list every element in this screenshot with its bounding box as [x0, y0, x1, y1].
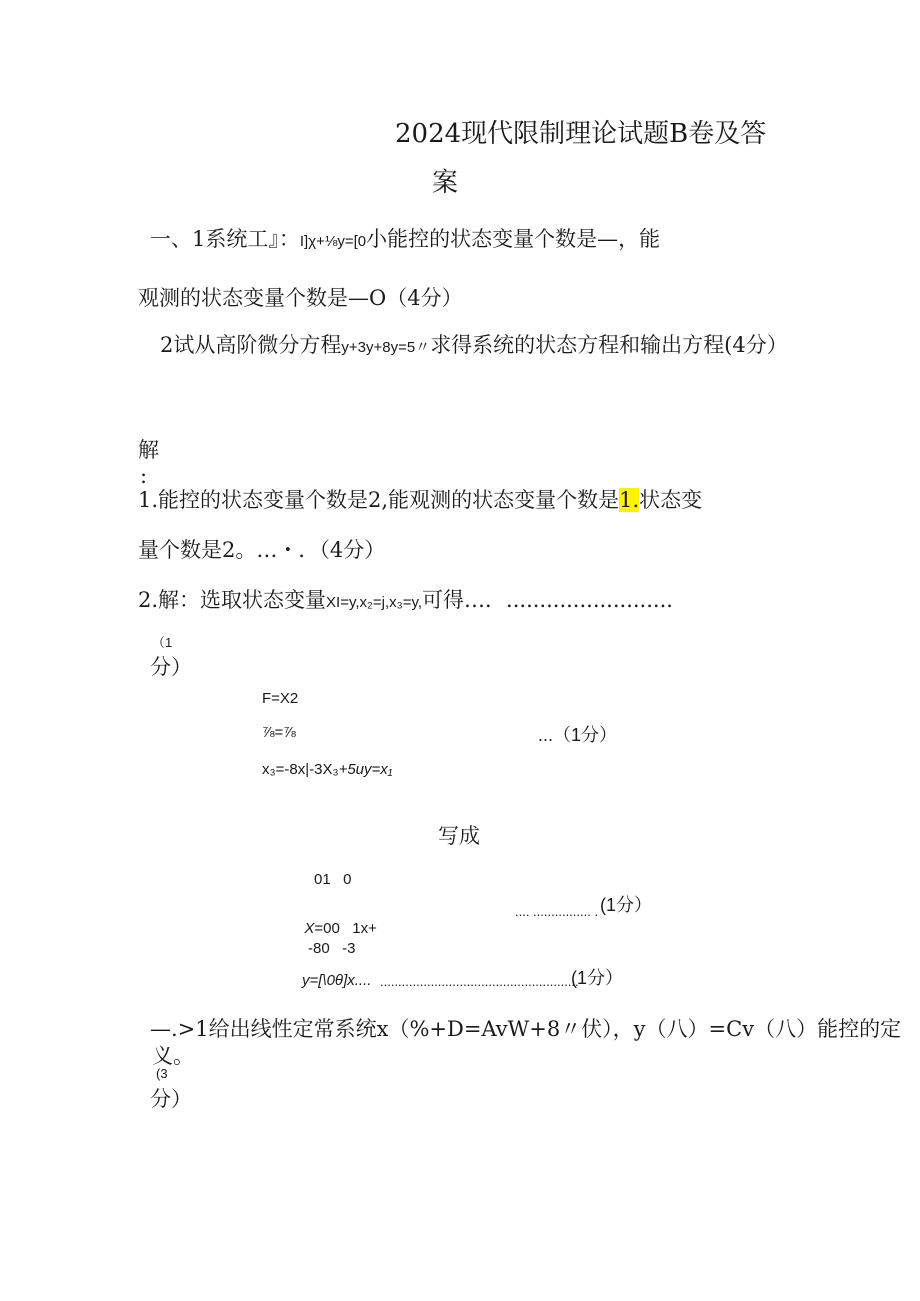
- answer-2-text: 可得…．.........................: [422, 588, 673, 612]
- matrix-score-1: (1分）: [600, 895, 653, 915]
- question-3: —.>1给出线性定常系统x（%+D=AvW+8〃伏），y（八）=Cv（八）能控的定: [150, 1017, 902, 1041]
- write-as-heading: 写成: [438, 824, 480, 848]
- equation-1: F=X2: [262, 690, 299, 707]
- output-y: y: [302, 972, 310, 989]
- equation-3-part-b: +5uy=x₁: [338, 761, 393, 778]
- matrix-row-2: [296, 906, 377, 936]
- answer-2-prefix: 2.解：选取状态变量: [138, 588, 327, 612]
- answer-1-line2: 量个数是2。…・．（4分）: [138, 538, 386, 562]
- document-title-line1: 2024现代限制理论试题B卷及答: [395, 119, 767, 149]
- question-3-score-bottom: 分）: [150, 1087, 192, 1111]
- question-3-line2: 义。: [152, 1044, 194, 1068]
- document-title-line2: 案: [432, 168, 459, 198]
- solution-colon: :: [140, 464, 148, 488]
- matrix-score-2: (1分）: [571, 968, 624, 988]
- question-2-formula: y+3y+8y=5〃: [341, 339, 431, 356]
- answer-1: [138, 490, 702, 511]
- matrix-row-3: -80 -3: [308, 940, 356, 957]
- equations-score: ...（1分）: [538, 725, 618, 745]
- output-equation-values: =[\0θ]x....: [309, 972, 372, 989]
- equation-3-part-a: x₃=-8x|-3X₃: [262, 761, 339, 778]
- output-equation: [302, 973, 371, 988]
- question-2-text: 求得系统的状态方程和输出方程(4分）: [430, 333, 788, 357]
- question-2-prefix: 2试从高阶微分方程: [160, 333, 342, 357]
- answer-2: [138, 590, 673, 611]
- equation-2: ⅞=⅞: [262, 724, 296, 741]
- question-2: [160, 335, 788, 356]
- matrix-row-2-values: =00 1x+: [314, 920, 377, 937]
- question-1-formula: I]χ+⅛y=[0: [299, 233, 367, 250]
- highlighted-number: 1.: [619, 488, 640, 512]
- dot-leader-1: .... ................ .: [515, 904, 599, 919]
- solution-label: 解: [138, 438, 159, 462]
- state-vector-x: X: [304, 920, 315, 937]
- question-1: [150, 229, 660, 250]
- question-1-text: 小能控的状态变量个数是—，能: [366, 227, 661, 251]
- matrix-row-1: 01 0: [314, 871, 352, 888]
- question-1-prefix: 一、1系统工』：: [150, 227, 300, 251]
- answer-2-score-bottom: 分）: [150, 655, 192, 679]
- answer-2-score-top: （1: [152, 635, 173, 650]
- answer-2-formula: XI=y,x₂=j,x₃=y,: [326, 594, 423, 611]
- question-3-score-top: (3: [156, 1066, 168, 1081]
- dot-leader-2: .......................................................: [380, 974, 579, 989]
- answer-1-text: 1.能控的状态变量个数是2,能观测的状态变量个数是: [138, 488, 620, 512]
- equation-3: [262, 762, 393, 777]
- question-1-line2: 观测的状态变量个数是—O（4分）: [138, 286, 463, 310]
- answer-1-text-end: 状态变: [639, 488, 703, 512]
